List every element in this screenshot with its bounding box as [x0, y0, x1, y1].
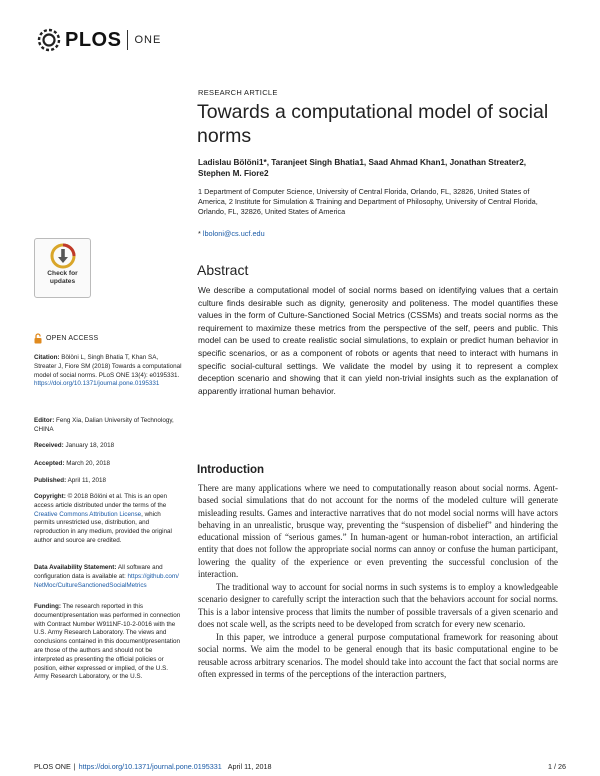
- email-marker: *: [198, 229, 201, 238]
- author-list: Ladislau Bölöni1*, Taranjeet Singh Bhatia1, Saad Ahmad Khan1, Jonathan Streater2, Stephen M. Fiore2: [198, 158, 527, 178]
- editor-block: [34, 417, 182, 435]
- editor-label: Editor:: [34, 417, 55, 424]
- footer-journal: PLOS ONE: [34, 762, 71, 771]
- citation-label: Citation:: [34, 354, 60, 361]
- introduction-body: [198, 482, 558, 680]
- corresponding-email: [198, 229, 265, 238]
- intro-paragraph: There are many applications where we need to computationally reason about social norms. Agent-based social simulations that do not account for the norms of the modeled culture will generate misleading results. Games and interactive narratives that do not model social norms will have actors behaving in an unrealistic, brusque way, preventing the “suspension of disbelief” and hindering the educational mission of “serious games.” In human-agent or human-robot interaction, an artificial entity that does not follow the appropriate social norms can annoy or confuse the human participant, lowering the quality of the experience or even preventing the successful conclusion of the interaction.: [198, 483, 558, 579]
- footer-date: April 11, 2018: [227, 762, 272, 771]
- plos-logo-icon: [36, 27, 62, 53]
- email-link[interactable]: lboloni@cs.ucf.edu: [202, 229, 265, 238]
- accepted-label: Accepted:: [34, 460, 65, 467]
- check-updates-label: Check for updates: [47, 270, 78, 285]
- data-availability-text: All software and configuration data is available at:: [34, 564, 163, 580]
- copyright-text-1: © 2018 Bölöni et al. This is an open access article distributed under the terms of the: [34, 493, 167, 509]
- check-updates-icon: [50, 243, 76, 269]
- open-access-label: [34, 333, 98, 344]
- funding-label: Funding:: [34, 603, 61, 610]
- logo-divider: [127, 30, 128, 50]
- footer-separator: |: [73, 762, 76, 771]
- copyright-text-2: , which permits unrestricted use, distribution, and reproduction in any medium, provided the original author and source are credited.: [34, 510, 172, 544]
- article-type: RESEARCH ARTICLE: [198, 88, 278, 97]
- funding-block: [34, 603, 182, 682]
- page-number: 1 / 26: [548, 762, 566, 771]
- open-lock-icon: [34, 333, 42, 344]
- github-link[interactable]: https://github.com/NetMoc/CultureSanctionedSocialMetrics: [34, 572, 179, 589]
- check-for-updates-badge[interactable]: [34, 238, 91, 298]
- copyright-label: Copyright:: [34, 493, 66, 500]
- citation-block: [34, 354, 182, 389]
- open-access-text: OPEN ACCESS: [46, 335, 99, 342]
- accepted-date: March 20, 2018: [66, 460, 110, 467]
- received-label: Received:: [34, 442, 64, 449]
- plos-one-logo: [36, 26, 161, 54]
- published-date: April 11, 2018: [67, 477, 106, 484]
- data-availability-block: [34, 564, 182, 590]
- footer-doi-link[interactable]: https://doi.org/10.1371/journal.pone.0195331: [78, 762, 222, 771]
- article-title: Towards a computational model of social norms: [197, 101, 549, 147]
- page-footer: [34, 762, 566, 771]
- license-link[interactable]: Creative Commons Attribution License: [34, 510, 142, 518]
- published-block: [34, 477, 182, 486]
- affiliations: 1 Department of Computer Science, University of Central Florida, Orlando, FL, 32826, United States of America, 2 Institute for Simulation & Training and Department of Philosophy, University of Central Florida, Orlando, FL, 32826, United States of America: [198, 187, 538, 216]
- copyright-block: [34, 493, 182, 546]
- funding-text: The research reported in this document/presentation was performed in connection with Contract Number W911NF-10-2-0016 with the U.S. Army Research Laboratory. The views and conclusions contained in this document/presentation are those of the authors and should not be interpreted as presenting the official policies or position, either expressed or implied, of the U.S. Army Research Laboratory, or the U.S.: [34, 603, 181, 681]
- citation-doi-link[interactable]: https://doi.org/10.1371/journal.pone.0195331: [34, 380, 160, 388]
- intro-paragraph: In this paper, we introduce a general purpose computational framework for reasoning about social norms. We aim the model to be general enough that its basic computational engine to be reusable across arbitrary scenarios. The model should take into account the fact that social norms are often expressed in terms of the perceptions of the interaction partners,: [198, 632, 558, 679]
- received-block: [34, 442, 182, 451]
- abstract-heading: Abstract: [197, 262, 249, 278]
- abstract-text: We describe a computational model of social norms based on identifying values that a certain culture finds desirable such as dignity, generosity and politeness. The model quantifies these values in the form of Culture-Sanctioned Social Metrics (CSSMs) and treats social norms as the requirement to maximize these metrics from the perspective of the self, peers and public. This model can be used to create realistic social simulations, to explain or predict human behavior in specific scenarios, or as a component of robots or agents that need to interact with humans in specific social-cultural settings. We validate the model by using it to represent a complex deception scenario and showing that it can yield non-trivial insights such as the explanation of apparently irrational human behavior.: [198, 285, 558, 396]
- received-date: January 18, 2018: [65, 442, 115, 449]
- introduction-heading: Introduction: [197, 464, 265, 476]
- editor-text: Feng Xia, Dalian University of Technology, CHINA: [34, 417, 174, 433]
- accepted-block: [34, 460, 182, 469]
- plos-brand: PLOS: [65, 28, 122, 51]
- citation-text: Bölöni L, Singh Bhatia T, Khan SA, Streater J, Fiore SM (2018) Towards a computational model of social norms. PLoS ONE 13(4): e0195331.: [34, 354, 182, 379]
- intro-paragraph: The traditional way to account for social norms in such systems is to employ a knowledgeable scenario designer to carefully script the interaction such that the behaviors account for social norms. This is a labor intensive process that limits the number of possible traversals of a given scenario and does not scale well, as the scripts need to be developed from scratch for every new scenario.: [198, 582, 558, 629]
- published-label: Published:: [34, 477, 67, 484]
- data-availability-label: Data Availability Statement:: [34, 564, 117, 571]
- journal-name: ONE: [134, 34, 162, 46]
